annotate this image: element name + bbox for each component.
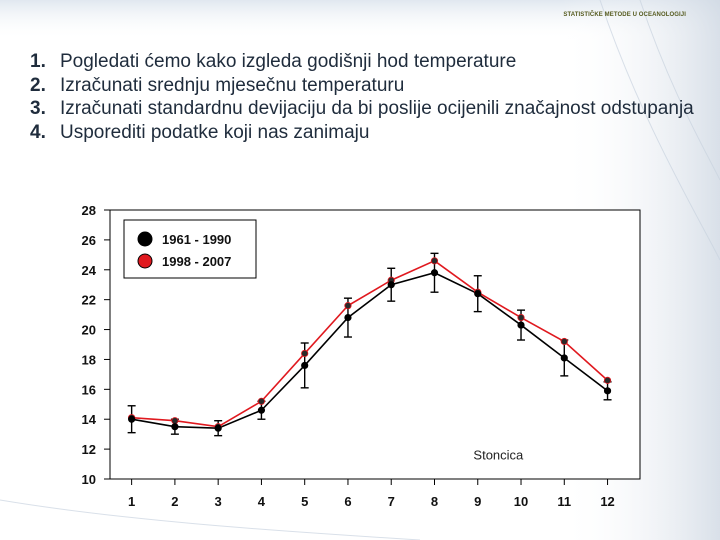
list-number: 4.: [30, 121, 46, 143]
x-tick-label: 9: [474, 494, 482, 509]
y-tick-label: 22: [81, 292, 96, 308]
data-point: [475, 290, 481, 296]
x-tick-label: 10: [513, 494, 529, 509]
data-point: [172, 423, 178, 429]
legend-label: 1998 - 2007: [162, 254, 232, 269]
data-point: [301, 350, 307, 356]
data-point: [258, 398, 264, 404]
legend-label: 1961 - 1990: [162, 232, 232, 247]
y-tick-label: 24: [81, 262, 96, 278]
list-text: Izračunati srednju mjesečnu temperaturu: [60, 74, 405, 96]
data-point: [345, 302, 351, 308]
data-point: [128, 416, 134, 422]
list-text: Izračunati standardnu devijaciju da bi poslije ocijenili značajnost odstupanja: [60, 98, 694, 119]
data-point: [172, 418, 178, 424]
x-tick-label: 4: [257, 494, 266, 509]
data-point: [301, 362, 307, 368]
list-text: Usporediti podatke koji nas zanimaju: [60, 121, 370, 143]
y-tick-label: 28: [81, 203, 96, 218]
x-tick-label: 6: [344, 494, 352, 509]
x-tick-label: 2: [171, 494, 179, 509]
y-tick-label: 20: [81, 322, 96, 338]
data-point: [388, 282, 394, 288]
list-item: [30, 121, 710, 145]
data-point: [561, 355, 567, 361]
data-point: [518, 322, 524, 328]
x-tick-label: 3: [214, 494, 222, 509]
legend-marker: [138, 232, 152, 246]
data-point: [258, 407, 264, 413]
list-number: 3.: [30, 98, 46, 119]
list-item: [30, 74, 710, 98]
data-point: [431, 270, 437, 276]
data-point: [431, 258, 437, 264]
data-point: [215, 425, 221, 431]
data-point: [345, 314, 351, 320]
x-tick-label: 12: [600, 494, 615, 509]
chart-annotation: Stoncica: [473, 447, 524, 463]
y-tick-label: 26: [81, 232, 96, 248]
legend-box: [124, 220, 256, 278]
list-item: [30, 97, 710, 121]
y-tick-label: 18: [81, 352, 96, 368]
y-tick-label: 10: [81, 472, 96, 487]
x-tick-label: 8: [430, 494, 439, 509]
y-tick-label: 12: [81, 442, 96, 458]
list-item: [30, 50, 710, 74]
x-tick-label: 1: [128, 494, 136, 509]
list-number: 2.: [30, 74, 46, 96]
chart-canvas: [64, 196, 644, 520]
data-point: [604, 388, 610, 394]
data-point: [561, 338, 567, 344]
x-tick-label: 11: [557, 494, 572, 509]
list-number: 1.: [30, 51, 46, 72]
data-point: [518, 314, 524, 320]
x-tick-label: 7: [387, 494, 395, 509]
temperature-chart: [64, 196, 644, 520]
legend-marker: [138, 254, 152, 268]
list-text: Pogledati ćemo kako izgleda godišnji hod temperature: [60, 51, 517, 72]
bullet-list: [30, 50, 710, 144]
data-point: [604, 377, 610, 383]
y-tick-label: 14: [81, 412, 96, 428]
x-tick-label: 5: [301, 494, 309, 509]
y-tick-label: 16: [81, 382, 96, 398]
course-header: STATISTIČKE METODE U OCEANOLOGIJI: [563, 12, 686, 18]
